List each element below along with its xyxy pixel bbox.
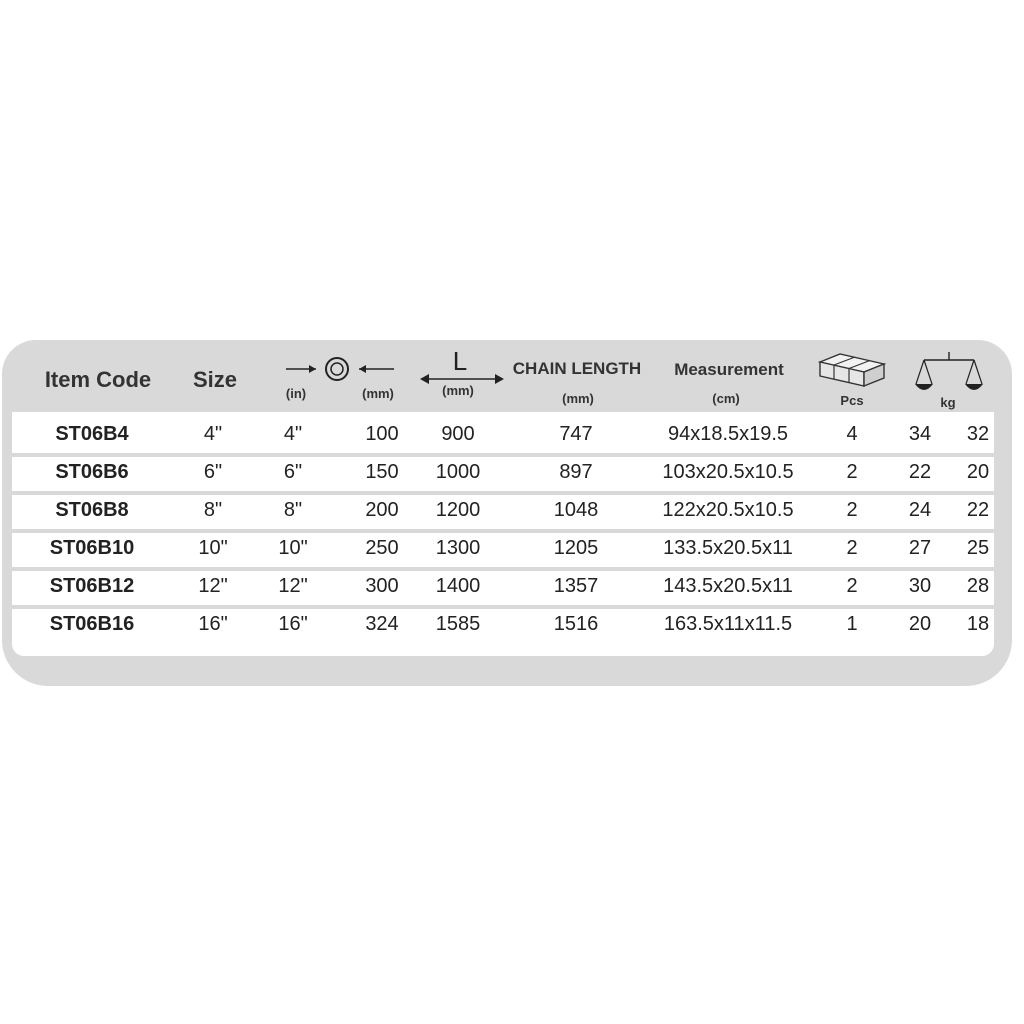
measurement-cell: 133.5x20.5x11	[663, 537, 793, 559]
item-code-cell: ST06B8	[55, 499, 129, 521]
chain-length-cell: 1516	[553, 613, 599, 635]
gross-weight-cell: 24	[908, 499, 932, 521]
header-unit-in: (in)	[285, 386, 307, 401]
size-cell: 8"	[203, 499, 223, 521]
header-unit-mm: (mm)	[362, 386, 394, 401]
chain-length-cell: 1357	[553, 575, 599, 597]
measurement-cell: 143.5x20.5x11	[663, 575, 793, 597]
net-weight-cell: 32	[966, 423, 990, 445]
row-divider	[12, 453, 994, 457]
measurement-cell: 94x18.5x19.5	[667, 423, 789, 445]
gross-weight-cell: 27	[908, 537, 932, 559]
row-divider	[12, 567, 994, 571]
mm-cell: 100	[365, 423, 399, 445]
mm-cell: 300	[365, 575, 399, 597]
net-weight-cell: 20	[966, 461, 990, 483]
net-weight-cell: 18	[966, 613, 990, 635]
inch-cell: 8"	[283, 499, 303, 521]
header-length-unit: (mm)	[442, 383, 474, 398]
header-chain-length: CHAIN LENGTH	[512, 359, 642, 378]
row-divider	[12, 491, 994, 495]
chain-length-cell: 1048	[553, 499, 599, 521]
weighing-scale-icon	[914, 352, 984, 396]
header-kg: kg	[940, 395, 956, 410]
length-cell: 1200	[435, 499, 481, 521]
size-cell: 10"	[198, 537, 228, 559]
item-code-cell: ST06B4	[55, 423, 129, 445]
inch-cell: 4"	[283, 423, 303, 445]
carton-boxes-icon	[818, 352, 886, 390]
inch-cell: 10"	[278, 537, 308, 559]
header-measurement: Measurement	[674, 360, 784, 379]
measurement-cell: 103x20.5x10.5	[662, 461, 794, 483]
inch-cell: 16"	[278, 613, 308, 635]
measurement-cell: 163.5x11x11.5	[663, 613, 793, 635]
gross-weight-cell: 34	[908, 423, 932, 445]
net-weight-cell: 25	[966, 537, 990, 559]
length-cell: 1000	[435, 461, 481, 483]
gross-weight-cell: 20	[908, 613, 932, 635]
header-item-code: Item Code	[44, 367, 152, 392]
mm-cell: 324	[365, 613, 399, 635]
item-code-cell: ST06B16	[49, 613, 135, 635]
item-code-cell: ST06B10	[49, 537, 135, 559]
pcs-cell: 2	[846, 575, 858, 597]
pcs-cell: 2	[846, 461, 858, 483]
mm-cell: 150	[365, 461, 399, 483]
header-chain-length-unit: (mm)	[562, 391, 594, 406]
mm-cell: 250	[365, 537, 399, 559]
length-cell: 1585	[435, 613, 481, 635]
measurement-cell: 122x20.5x10.5	[662, 499, 794, 521]
net-weight-cell: 22	[966, 499, 990, 521]
pcs-cell: 1	[846, 613, 858, 635]
length-cell: 900	[441, 423, 475, 445]
gross-weight-cell: 30	[908, 575, 932, 597]
length-cell: 1300	[435, 537, 481, 559]
pcs-cell: 2	[846, 499, 858, 521]
chain-length-cell: 1205	[553, 537, 599, 559]
row-divider	[12, 605, 994, 609]
length-cell: 1400	[435, 575, 481, 597]
chain-length-cell: 897	[559, 461, 593, 483]
gross-weight-cell: 22	[908, 461, 932, 483]
mm-cell: 200	[365, 499, 399, 521]
inch-cell: 6"	[283, 461, 303, 483]
item-code-cell: ST06B6	[55, 461, 129, 483]
row-divider	[12, 529, 994, 533]
net-weight-cell: 28	[966, 575, 990, 597]
size-cell: 12"	[198, 575, 228, 597]
size-cell: 4"	[203, 423, 223, 445]
header-pcs: Pcs	[840, 393, 864, 408]
header-measurement-unit: (cm)	[712, 391, 740, 406]
pipe-diameter-icon	[286, 355, 398, 383]
size-cell: 16"	[198, 613, 228, 635]
size-cell: 6"	[203, 461, 223, 483]
pcs-cell: 4	[846, 423, 858, 445]
chain-length-cell: 747	[559, 423, 593, 445]
item-code-cell: ST06B12	[49, 575, 135, 597]
header-size: Size	[192, 367, 238, 392]
inch-cell: 12"	[278, 575, 308, 597]
header-length-symbol: L	[452, 346, 468, 376]
pcs-cell: 2	[846, 537, 858, 559]
